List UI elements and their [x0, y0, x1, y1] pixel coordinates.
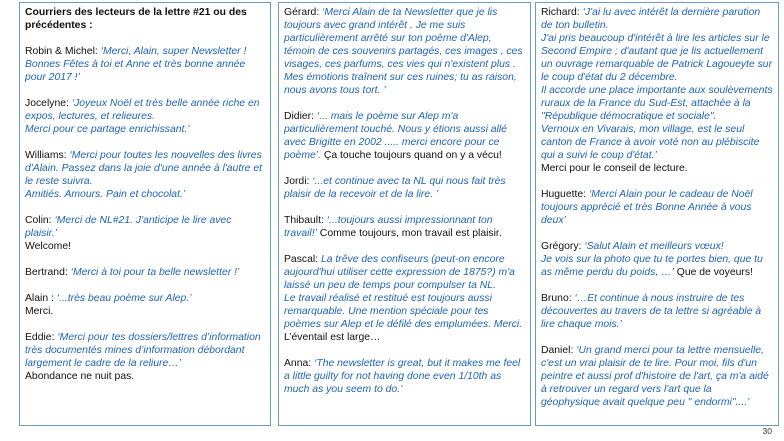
reader-letter	[284, 214, 525, 240]
reader-quote: ‘Un grand merci pour ta lettre mensuelle, c'est un vrai plaisir de te lire. Pour moi, fils d'un peintre et aussi prof d'histoire de l'art, ça m'a aidé à retrouver un regard vers l'art que la géophysique avait quelque peu " endormi"....’	[541, 345, 769, 408]
reader-letter	[284, 253, 525, 344]
reader-name: Bruno:	[541, 293, 575, 304]
page-number: 30	[762, 426, 772, 436]
reader-name: Robin & Michel:	[25, 46, 101, 57]
reader-name: Jordi:	[284, 176, 313, 187]
reader-quote: ‘Merci Alain de ta Newsletter que je lis toujours avec grand intérêt . Je me suis particulièrement arrêté sur ton poème d'Alep, témoin de ces souvenirs partagés, ces images , ces visages, ces parfums, ces vies qui n'existent plus . Mes émotions traînent sur ces ruines; tu as raison, nous avons tous tort. ’	[284, 7, 523, 96]
reader-letter	[25, 214, 265, 253]
reader-letter	[284, 6, 525, 97]
section-title: Courriers des lecteurs de la lettre #21 ou des précédentes :	[25, 7, 247, 31]
reader-quote: ‘Salut Alain et meilleurs vœux! Je vois sur la photo que tu te portes bien, que tu as même perdu du poids, …’	[541, 241, 763, 278]
letters-column-1	[19, 2, 271, 426]
reader-name: Eddie:	[25, 332, 58, 343]
reader-letter	[25, 45, 265, 84]
reader-letter	[25, 149, 265, 201]
editor-reply: Merci.	[25, 306, 54, 317]
letters-column-2	[278, 2, 531, 426]
reader-letter	[541, 188, 773, 227]
reader-letter	[541, 240, 773, 279]
reader-letter	[284, 357, 525, 396]
reader-letter	[25, 97, 265, 136]
reader-quote: ‘Joyeux Noël et très belle année riche en expos, lectures, et relieures. Merci pour ce partage enrichissant.’	[25, 98, 260, 135]
reader-quote: ‘…Et continue à nous instruire de tes découvertes au travers de ta lettre si agréable à lire chaque mois.’	[541, 293, 762, 330]
reader-name: Richard:	[541, 7, 583, 18]
reader-letter	[284, 110, 525, 162]
letters-column-3	[535, 2, 779, 426]
reader-quote: ‘...et continue avec ta NL qui nous fait très plaisir de la recevoir et de la lire. ’	[284, 176, 506, 200]
reader-letter	[541, 292, 773, 331]
reader-name: Grégory:	[541, 241, 585, 252]
reader-letter	[541, 344, 773, 409]
reader-name: Thibault:	[284, 215, 327, 226]
editor-reply: Abondance ne nuit pas.	[25, 371, 135, 382]
editor-reply: Comme toujours, mon travail est plaisir.	[316, 228, 502, 239]
reader-letter	[25, 292, 265, 318]
reader-name: Gérard:	[284, 7, 323, 18]
reader-name: Didier:	[284, 111, 317, 122]
reader-quote: ‘...très beau poème sur Alep.’	[56, 293, 192, 304]
reader-letter	[25, 266, 265, 279]
reader-name: Alain :	[25, 293, 57, 304]
editor-reply: Merci pour le conseil de lecture.	[541, 163, 688, 174]
reader-name: Pascal:	[284, 254, 321, 265]
reader-letter	[25, 331, 265, 383]
editor-reply: L’éventail est large…	[284, 332, 381, 343]
reader-quote: ‘Merci pour tes dossiers/lettres d’information très documentés mines d’information débordant largement le cadre de la reliure…’	[25, 332, 261, 369]
reader-quote: ‘The newsletter is great, but it makes me feel a little guilty for not having done even 1/10th as much as you seem to do.’	[284, 358, 521, 395]
reader-name: Huguette:	[541, 189, 589, 200]
reader-name: Daniel:	[541, 345, 577, 356]
reader-name: Bertrand:	[25, 267, 71, 278]
reader-name: Williams:	[25, 150, 70, 161]
reader-quote: ‘J'ai lu avec intérêt la dernière parution de ton bulletin. J'ai pris beaucoup d'intérêt à lire les articles sur le Second Empire ; d'autant que je lis actuellement un ouvrage remarquable de Patrick Lagoueyte sur le coup d'état du 2 décembre. Il accorde une place importante aux soulèvements ruraux de la France du Sud-Est, attachée à la "République démocratique et sociale". Vernoux en Vivarais, mon village, est le seul canton de France à avoir voté non au plébiscite qui a suivi le coup d'état.’	[541, 7, 773, 161]
reader-quote: ‘...toujours aussi impressionnant ton travail!’	[284, 215, 493, 239]
reader-name: Anna:	[284, 358, 315, 369]
reader-letter	[541, 6, 773, 175]
editor-reply: Welcome!	[25, 241, 72, 252]
editor-reply: Que de voyeurs!	[673, 267, 753, 278]
reader-quote: ‘Merci de NL#21. J'anticipe le lire avec plaisir.’	[25, 215, 232, 239]
reader-letter	[284, 175, 525, 201]
reader-name: Colin:	[25, 215, 55, 226]
reader-quote: La trêve des confiseurs (peut-on encore aujourd'hui utiliser cette expression de 1875?) m'a laissé un peu de temps pour compulser ta NL. Le travail réalisé et restitué est toujours aussi remarquable. Une mention spéciale pour tes poèmes sur Alep et le défilé des emplumées. Merci.	[284, 254, 523, 330]
reader-quote: ‘Merci à toi pour ta belle newsletter !’	[70, 267, 240, 278]
editor-reply: Ça touche toujours quand on y a vécu!	[320, 150, 502, 161]
reader-quote: ‘... mais le poème sur Alep m'a particulièrement touché. Nous y étions aussi allé avec Brigitte en 2002 ..... merci encore pour ce poème’.	[284, 111, 507, 161]
reader-quote: ‘Merci, Alain, super Newsletter ! Bonnes Fêtes à toi et Anne et très bonne année pour 2017 !’	[25, 46, 247, 83]
reader-quote: ‘Merci pour toutes les nouvelles des livres d'Alain. Passez dans la joie d'une année à l'autre et le reste suivra. Amitiés. Amours. Pain et chocolat.’	[25, 150, 263, 200]
reader-name: Jocelyne:	[25, 98, 72, 109]
reader-quote: ‘Merci Alain pour le cadeau de Noël toujours apprécié et très Bonne Année à vous deux’	[541, 189, 753, 226]
